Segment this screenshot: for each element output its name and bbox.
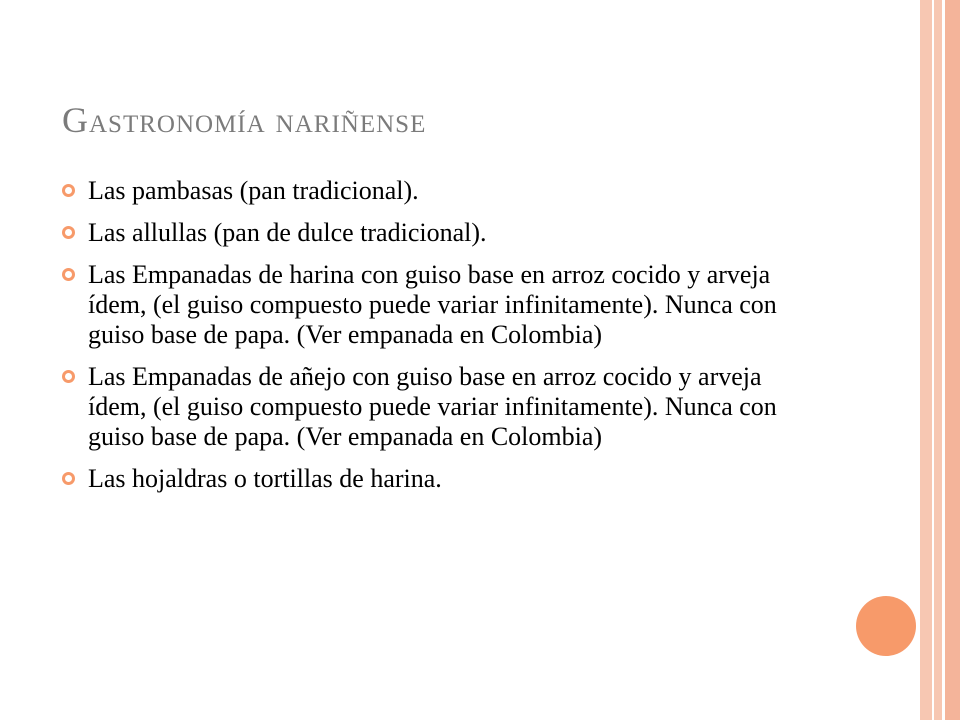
ring-bullet-icon bbox=[62, 226, 75, 239]
ring-bullet-icon bbox=[62, 370, 75, 383]
decorative-stripe bbox=[934, 0, 942, 720]
slide-title: Gastronomía nariñense bbox=[62, 100, 427, 140]
bullet-list bbox=[62, 176, 822, 506]
decorative-stripe bbox=[945, 0, 960, 720]
list-item bbox=[62, 218, 822, 248]
bullet-text: Las Empanadas de harina con guiso base en arroz cocido y arveja ídem, (el guiso compuesto puede variar infinitamente). Nunca con guiso base de papa. (Ver empanada en Colombia) bbox=[88, 260, 777, 349]
bullet-text: Las hojaldras o tortillas de harina. bbox=[88, 464, 442, 493]
bullet-text: Las Empanadas de añejo con guiso base en arroz cocido y arveja ídem, (el guiso compuesto puede variar infinitamente). Nunca con guiso base de papa. (Ver empanada en Colombia) bbox=[88, 362, 777, 451]
list-item bbox=[62, 362, 822, 452]
ring-bullet-icon bbox=[62, 184, 75, 197]
ring-bullet-icon bbox=[62, 268, 75, 281]
decorative-stripe bbox=[920, 0, 932, 720]
bullet-text: Las allullas (pan de dulce tradicional). bbox=[88, 218, 487, 247]
bullet-text: Las pambasas (pan tradicional). bbox=[88, 176, 419, 205]
accent-circle-decoration bbox=[856, 596, 916, 656]
ring-bullet-icon bbox=[62, 472, 75, 485]
list-item bbox=[62, 260, 822, 350]
list-item bbox=[62, 464, 822, 494]
list-item bbox=[62, 176, 822, 206]
